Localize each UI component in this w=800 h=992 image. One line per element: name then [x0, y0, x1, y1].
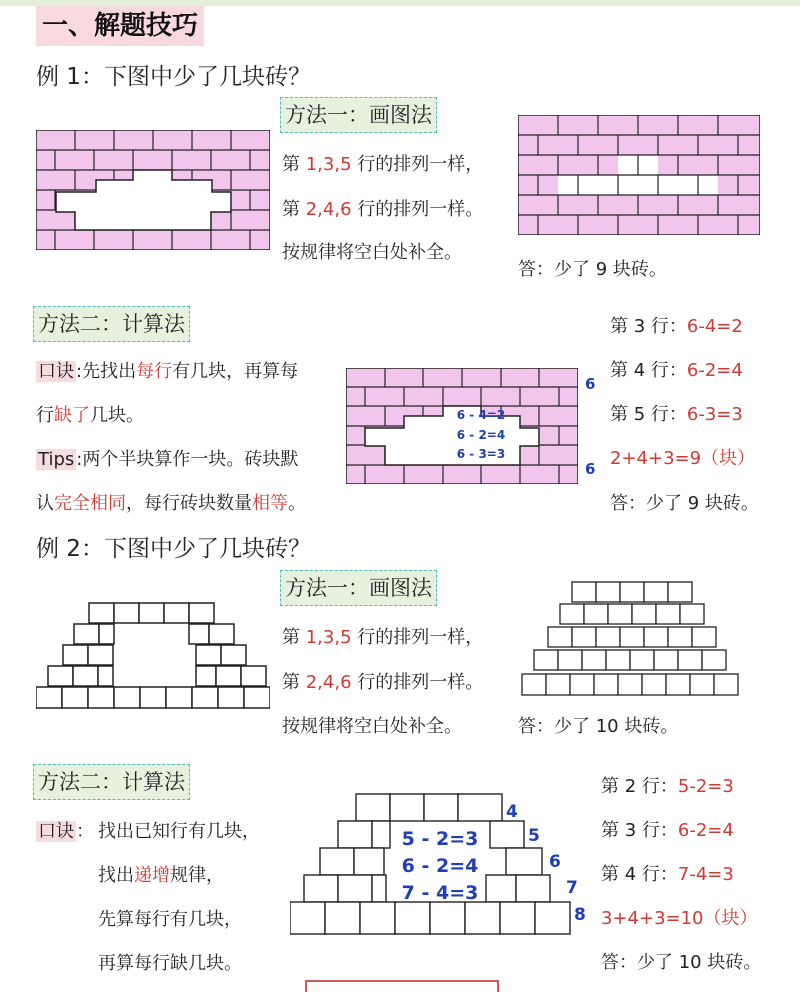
koujue-text: 几块。 — [90, 405, 144, 426]
example-1-title: 例 1：下图中少了几块砖？ — [36, 64, 311, 90]
koujue-label: 口诀 — [38, 361, 74, 382]
calc-expression: 5-2=3 — [677, 776, 734, 797]
koujue-label: 口诀 — [38, 821, 74, 842]
example-2-method-2-answer: 答：少了 10 块砖。 — [601, 952, 762, 973]
row-count-label: 6 — [585, 460, 596, 478]
rule-text: 行的排列一样， — [351, 627, 484, 648]
example-2-step-3: 先算每行有几块， — [98, 909, 242, 930]
diagram-equation: 6 - 2=4 — [401, 855, 479, 877]
example-1-calc-row — [610, 312, 743, 338]
rule-row-numbers: 1,3,5 — [305, 627, 352, 648]
example-1-calc-row — [610, 400, 743, 426]
example-1-calc-total: 2+4+3=9（块） — [610, 448, 756, 469]
example-2-method-1-answer: 答：少了 10 块砖。 — [518, 716, 679, 737]
row-count-label: 7 — [566, 878, 578, 898]
brick-rows — [522, 582, 738, 695]
koujue-colon: ： — [76, 821, 94, 842]
calc-label: 第 2 行： — [601, 776, 678, 797]
calc-label: 第 3 行： — [610, 316, 687, 337]
row-count-label: 5 — [528, 826, 540, 846]
example-1-koujue-line — [36, 357, 298, 383]
koujue-text: :先找出 — [76, 361, 137, 382]
example-1-tips-line — [36, 445, 298, 471]
row-count-label: 6 — [585, 375, 596, 393]
example-1-calc-row — [610, 356, 743, 382]
tips-text: 认 — [36, 493, 54, 514]
example-2-calc-row — [601, 772, 734, 798]
example-2-rule-3: 按规律将空白处补全。 — [282, 716, 462, 737]
example-1-koujue-line-2 — [36, 401, 144, 427]
tips-highlight: 完全相同 — [54, 493, 126, 514]
koujue-highlight: 缺了 — [54, 405, 90, 426]
example-2-incomplete-wall — [36, 600, 270, 710]
step-highlight: 递增 — [134, 865, 170, 886]
diagram-equation: 6 - 4=2 — [456, 408, 506, 422]
rule-row-numbers: 1,3,5 — [305, 154, 352, 175]
example-1-completed-wall — [518, 115, 760, 235]
example-1-rule-1 — [282, 150, 483, 176]
example-2-step-1: 找出已知行有几块， — [98, 821, 260, 842]
example-2-method-1-title: 方法一：画图法 — [280, 570, 437, 606]
koujue-text: 有几块，再算每 — [172, 361, 299, 382]
rule-text: 第 — [282, 154, 306, 175]
example-1-method-2-title: 方法二：计算法 — [33, 306, 190, 342]
example-2-step-2 — [98, 861, 224, 887]
calc-label: 第 4 行： — [601, 864, 678, 885]
step-text: 规律， — [170, 865, 224, 886]
calc-expression: 6-3=3 — [686, 404, 743, 425]
rule-row-numbers: 2,4,6 — [305, 672, 352, 693]
calc-expression: 7-4=3 — [677, 864, 734, 885]
calc-expression: 6-2=4 — [686, 360, 743, 381]
example-2-step-4: 再算每行缺几块。 — [98, 953, 242, 974]
example-2-method-2-title: 方法二：计算法 — [33, 764, 190, 800]
row-count-label: 4 — [506, 802, 518, 822]
example-1-method-1-title: 方法一：画图法 — [280, 97, 437, 133]
example-2-completed-wall — [520, 580, 746, 698]
diagram-equation: 7 - 4=3 — [401, 882, 479, 904]
koujue-highlight: 每行 — [136, 361, 173, 382]
example-1-method-1-answer: 答：少了 9 块砖。 — [518, 259, 667, 280]
example-1-tips-line-2 — [36, 489, 306, 515]
diagram-equation: 5 - 2=3 — [401, 828, 479, 850]
rule-text: 第 — [282, 672, 306, 693]
rule-text: 第 — [282, 199, 306, 220]
section-title: 一、解题技巧 — [36, 6, 204, 46]
brick-rows — [36, 603, 270, 708]
calc-label: 第 3 行： — [601, 820, 678, 841]
row-count-label: 8 — [574, 905, 586, 925]
diagram-equation: 6 - 2=4 — [456, 428, 506, 442]
next-section-tab-edge — [305, 980, 499, 992]
example-2-calc-row — [601, 860, 734, 886]
tips-text: ，每行砖块数量 — [126, 493, 252, 514]
example-1-rule-2 — [282, 195, 483, 221]
example-2-calculation-wall — [290, 790, 590, 938]
rule-text: 行的排列一样， — [351, 154, 484, 175]
example-2-title: 例 2：下图中少了几块砖？ — [36, 536, 311, 562]
example-2-calc-total: 3+4+3=10（块） — [601, 908, 758, 929]
tips-text: 。 — [288, 493, 306, 514]
diagram-equation: 6 - 3=3 — [456, 447, 506, 461]
calc-label: 第 4 行： — [610, 360, 687, 381]
example-1-calculation-wall — [346, 368, 578, 484]
example-1-method-2-answer: 答：少了 9 块砖。 — [610, 493, 759, 514]
tips-highlight: 相等 — [252, 493, 288, 514]
tips-label: Tips — [38, 449, 75, 470]
calc-expression: 6-2=4 — [677, 820, 734, 841]
rule-row-numbers: 2,4,6 — [305, 199, 352, 220]
example-1-rule-3: 按规律将空白处补全。 — [282, 242, 462, 263]
example-2-rule-2 — [282, 668, 483, 694]
calc-label: 第 5 行： — [610, 404, 687, 425]
calc-expression: 6-4=2 — [686, 316, 743, 337]
tips-text: :两个半块算作一块。砖块默 — [76, 449, 299, 470]
example-2-koujue-line — [36, 817, 94, 843]
example-2-rule-1 — [282, 623, 483, 649]
rule-text: 第 — [282, 627, 306, 648]
rule-text: 行的排列一样。 — [351, 672, 484, 693]
row-count-label: 6 — [549, 852, 561, 872]
step-text: 找出 — [98, 865, 134, 886]
example-2-calc-row — [601, 816, 734, 842]
example-1-incomplete-wall — [36, 130, 270, 250]
rule-text: 行的排列一样。 — [351, 199, 484, 220]
koujue-text: 行 — [36, 405, 54, 426]
